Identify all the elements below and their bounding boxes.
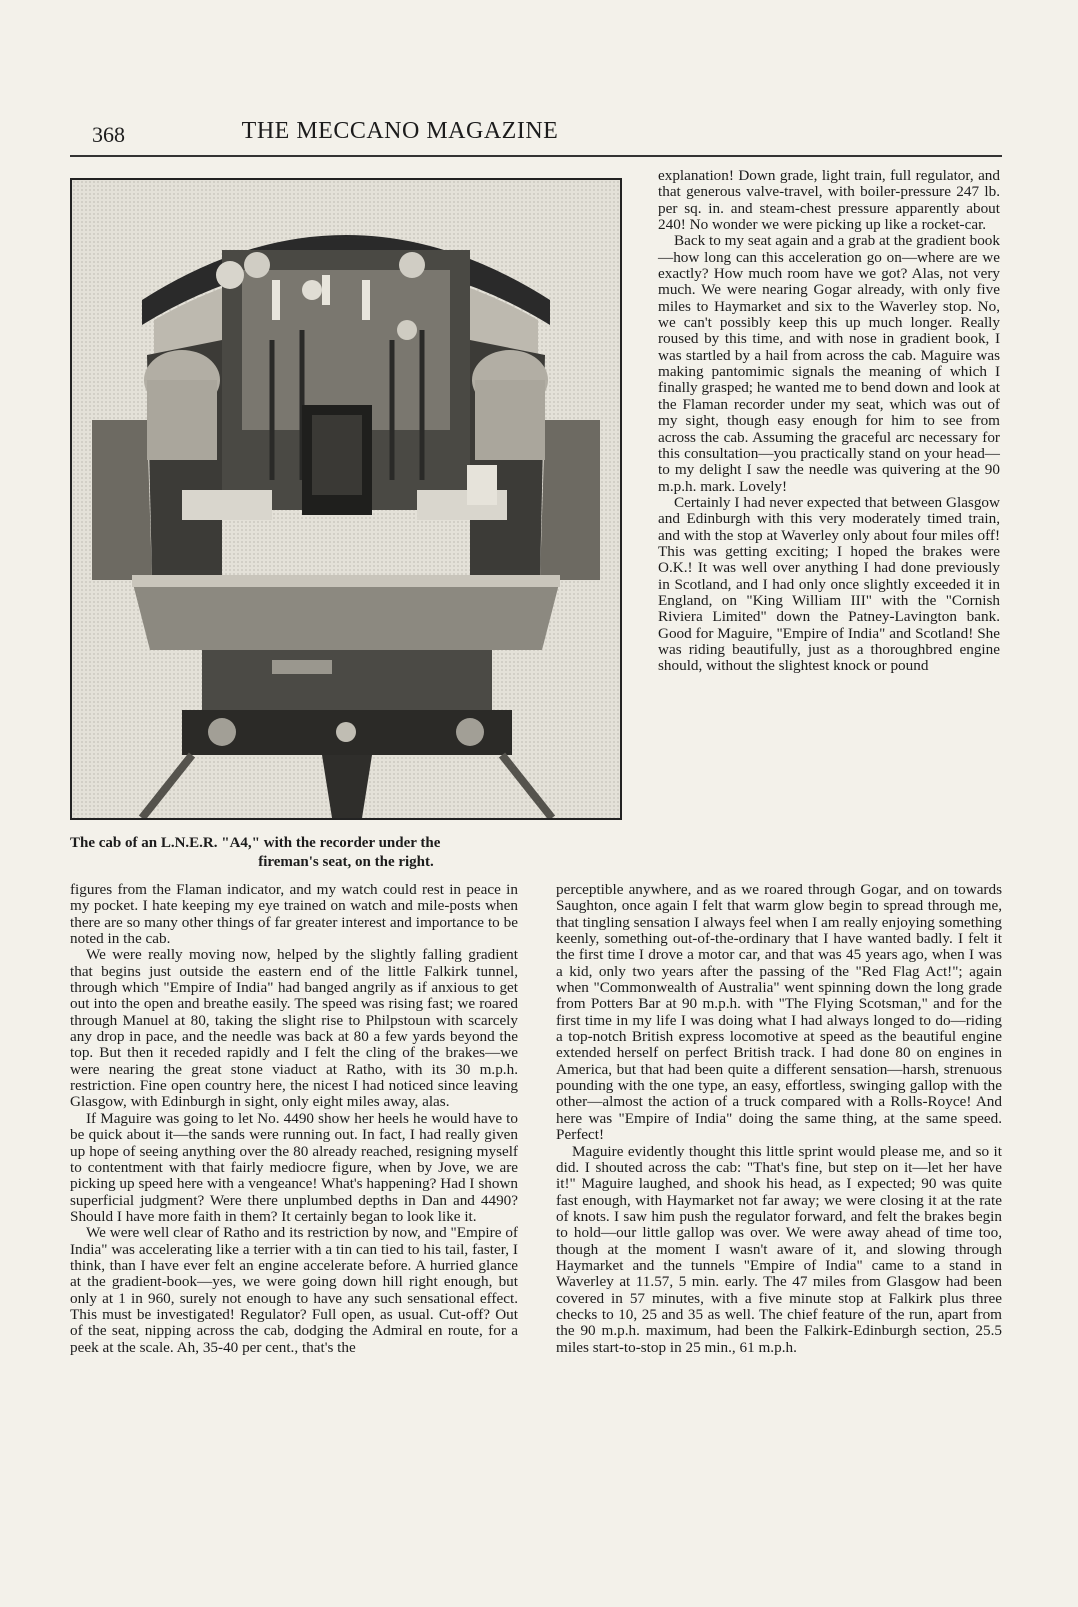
- cab-photograph: [70, 178, 622, 820]
- article-column-left: [70, 882, 518, 1356]
- page-number: 368: [92, 122, 125, 147]
- header-rule: [70, 155, 1002, 157]
- caption-line-1: The cab of an L.N.E.R. "A4," with the recorder under the: [70, 835, 441, 851]
- paragraph: Back to my seat again and a grab at the gradient book—how long can this acceleration go on—where are we exactly? How much room have we got? Alas, not very much. We were nearing Gogar already, with only five miles to Haymarket and six to the Waverley stop. No, we can't possibly keep this up much longer. Really roused by this time, and with nose in gradient book, I was startled by a hail from across the cab. Maguire was making pantomimic signals the meaning of which I finally grasped; he wanted me to bend down and look at the Flaman recorder under my seat, which was out of my sight, though easy enough for him to see from across the cab. Assuming the graceful arc necessary for this consultation—you practically stand on your head—to my delight I saw the needle was quivering at the 90 m.p.h. mark. Lovely!: [658, 232, 1000, 495]
- magazine-title: THE MECCANO MAGAZINE: [241, 118, 559, 144]
- paragraph: Certainly I had never expected that between Glasgow and Edinburgh with this very moderately timed train, and with the stop at Waverley only about four miles off! This was getting exciting; I hoped the brakes were O.K.! It was well over anything I had done previously in Scotland, and I had only once slightly exceeded it in England, on "King William III" with the "Cornish Riviera Limited" down the Patney-Lavington bank. Good for Maguire, "Empire of India" and Scotland! She was riding beautifully, just as a thoroughbred engine should, without the slightest knock or pound: [658, 493, 1000, 675]
- paragraph: explanation! Down grade, light train, full regulator, and that generous valve-travel, with boiler-pressure 247 lb. per sq. in. and steam-chest pressure apparently about 240! No wonder we were picking up like a rocket-car.: [658, 167, 1000, 234]
- paragraph: We were really moving now, helped by the slightly falling gradient that begins just outside the eastern end of the little Falkirk tunnel, through which "Empire of India" had banged angrily as if anxious to get out into the open and breathe easily. The speed was rising fast; we roared through Manuel at 80, taking the slight rise to Philpstoun with scarcely any drop in pace, and the needle was back at 80 a few yards beyond the top. But then it receded rapidly and I felt the cling of the brakes—we were nearing the great stone viaduct at Ratho, with its 30 m.p.h. restriction. Fine open country here, the nicest I had noticed since leaving Glasgow, with Edinburgh in sight, only eight miles away, alas.: [70, 946, 518, 1111]
- caption-line-2: fireman's seat, on the right.: [258, 854, 434, 870]
- page-header: [92, 118, 708, 154]
- paragraph: figures from the Flaman indicator, and my watch could rest in peace in my pocket. I hate keeping my eye trained on watch and mile-posts when there are so many other things of far greater interest and importance to be noted in the cab.: [70, 881, 518, 948]
- paragraph: perceptible anywhere, and as we roared through Gogar, and on towards Saughton, once again I felt that warm glow begin to spread through me, that tingling sensation I always feel when I am really enjoying something keenly, something out-of-the-ordinary that I have wanted badly. I felt it the first time I drove a motor car, and that was 45 years ago, when I was a kid, only two years after the passing of the "Red Flag Act!"; again when "Commonwealth of Australia" went spinning down the long grade from Potters Bar at 90 m.p.h. with "The Flying Scotsman," and for the first time in my life I was doing what I had always longed to do—riding a top-notch British express locomotive at speed as the beautiful engine extended herself on perfect British track. I had done 80 on engines in America, but that had been quite a different sensation—harsh, strenuous pounding with the one type, an easy, effortless, swinging gallop with the other—almost the action of a truck compared with a Rolls-Royce! And here was "Empire of India" doing the same thing, at the same speed. Perfect!: [556, 881, 1002, 1144]
- article-column-right-bottom: [556, 882, 1002, 1356]
- paragraph: If Maguire was going to let No. 4490 show her heels he would have to be quick about it—the sands were running out. In fact, I had really given up hope of seeing anything over the 80 already reached, resigning myself to contentment with that fairly mediocre figure, when by Jove, we are picking up speed here with a vengeance! What's happening? Had I shown superficial judgment? Were there unplumbed depths in Dan and 4490? Should I have more faith in them? It certainly began to look like it.: [70, 1109, 518, 1225]
- locomotive-cab-illustration: [72, 180, 620, 818]
- figure-caption: [70, 834, 622, 872]
- article-column-right-top: [658, 168, 1000, 675]
- paragraph: We were well clear of Ratho and its restriction by now, and "Empire of India" was accelerating like a terrier with a tin can tied to his tail, faster, I think, than I have ever felt an engine accelerate before. A hurried glance at the gradient-book—yes, we were going down hill right enough, but only at 1 in 960, surely not enough to have any such sensational effect. This must be investigated! Regulator? Full open, as usual. Cut-off? Out of the seat, nipping across the cab, dodging the Admiral en route, for a peek at the scale. Ah, 35-40 per cent., that's the: [70, 1224, 518, 1356]
- paragraph: Maguire evidently thought this little sprint would please me, and so it did. I shouted across the cab: "That's fine, but step on it—let her have it!" Maguire laughed, and shook his head, as I expected; 90 was quite fast enough, with Haymarket not far away; we were closing it at the rate of knots. I saw him push the regulator forward, and felt the brakes begin to hold—our little gallop was over. We were away ahead of time too, though at the moment I wasn't aware of it, and slowing through Haymarket and the tunnels "Empire of India" came to a stand in Waverley at 11.57, 5 min. early. The 47 miles from Glasgow had been covered in 57 minutes, with a five minute stop at Falkirk plus three checks to 10, 25 and 35 as well. The chief feature of the run, apart from the 90 m.p.h. maximum, had been the Falkirk-Edinburgh section, 25.5 miles start-to-stop in 25 min., 61 m.p.h.: [556, 1142, 1002, 1356]
